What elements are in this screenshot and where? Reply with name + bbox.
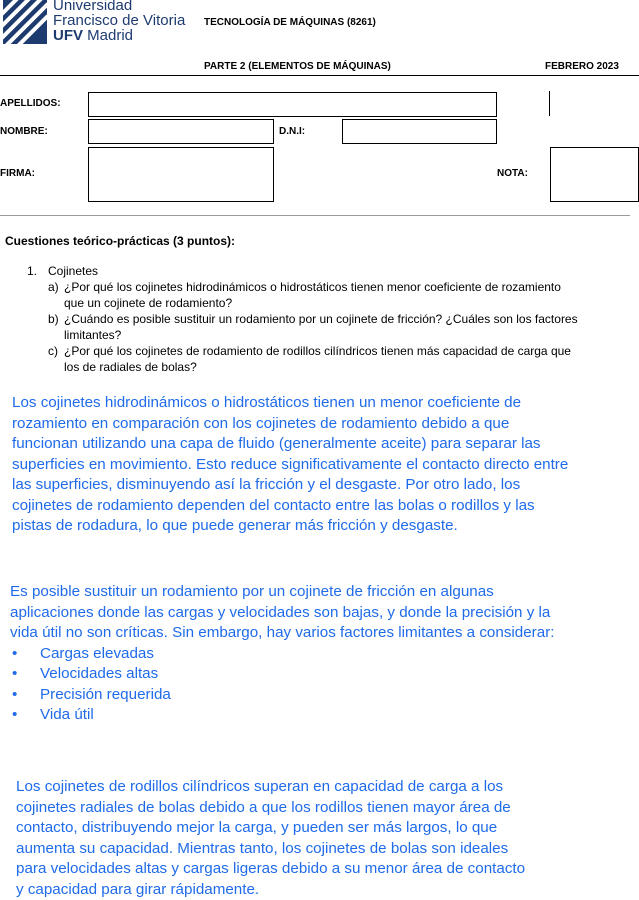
question-a-line2: que un cojinete de rodamiento? (48, 296, 639, 312)
apellidos-label: APELLIDOS: (0, 98, 61, 109)
item-title: Cojinetes (48, 264, 98, 280)
bullet-icon: • (10, 685, 40, 706)
answer-c-line: Los cojinetes de rodillos cilíndricos superan en capacidad de carga a los (16, 777, 525, 798)
bullet-text: Velocidades altas (40, 664, 158, 685)
question-b-line2: limitantes? (48, 328, 639, 344)
question-a (48, 280, 639, 311)
nombre-label: NOMBRE: (0, 126, 48, 137)
answer-c (16, 777, 525, 900)
question-c-letter: c) (48, 344, 64, 360)
university-name (53, 0, 185, 43)
bullet-text: Vida útil (40, 705, 94, 726)
question-b (48, 312, 639, 343)
exam-part: PARTE 2 (ELEMENTOS DE MÁQUINAS) (204, 61, 391, 72)
answer-c-line: cojinetes radiales de bolas debido a que los rodillos tienen mayor área de (16, 798, 525, 819)
university-name-line2: Francisco de Vitoria (53, 13, 185, 28)
dni-field[interactable] (342, 119, 497, 144)
section-title: Cuestiones teórico-prácticas (3 puntos): (5, 234, 235, 248)
answer-c-line: aumenta su capacidad. Mientras tanto, los cojinetes de bolas son ideales (16, 839, 525, 860)
question-a-line1: ¿Por qué los cojinetes hidrodinámicos o hidrostáticos tienen menor coeficiente de rozamiento (64, 280, 561, 296)
firma-field[interactable] (88, 147, 274, 202)
answer-a (12, 393, 568, 537)
answer-b-line: Es posible sustituir un rodamiento por un cojinete de fricción en algunas (10, 582, 554, 603)
nota-field[interactable] (550, 147, 639, 202)
answer-c-line: contacto, distribuyendo mejor la carga, y pueden ser más largos, lo que (16, 818, 525, 839)
bullet-icon: • (10, 664, 40, 685)
bullet-item (10, 664, 554, 685)
bullet-item (10, 644, 554, 665)
answer-a-line: las superficies, disminuyendo así la fricción y el desgaste. Por otro lado, los (12, 475, 568, 496)
question-c-line1: ¿Por qué los cojinetes de rodamiento de rodillos cilíndricos tienen más capacidad de carga que (64, 344, 571, 360)
answer-a-line: superficies en movimiento. Esto reduce significativamente el contacto directo entre (12, 455, 568, 476)
ufv-acronym: UFV (53, 27, 83, 44)
exam-date: FEBRERO 2023 (545, 61, 619, 72)
answer-a-line: cojinetes de rodamiento dependen del contacto entre las bolas o rodillos y las (12, 496, 568, 517)
answer-c-line: para velocidades altas y cargas ligeras debido a su menor área de contacto (16, 859, 525, 880)
question-b-line1: ¿Cuándo es posible sustituir un rodamiento por un cojinete de fricción? ¿Cuáles son los factores (64, 312, 578, 328)
bullet-item (10, 705, 554, 726)
answer-b-line: aplicaciones donde las cargas y velocidades son bajas, y donde la precisión y la (10, 603, 554, 624)
answer-b-line: vida útil no son críticas. Sin embargo, hay varios factores limitantes a considerar: (10, 623, 554, 644)
question-a-letter: a) (48, 280, 64, 296)
nombre-field[interactable] (88, 119, 274, 144)
apellidos-field[interactable] (88, 92, 497, 117)
university-name-line3 (53, 28, 185, 43)
question-c-line2: los de radiales de bolas? (48, 360, 639, 376)
dni-label: D.N.I: (279, 126, 305, 137)
question-b-letter: b) (48, 312, 64, 328)
course-title: TECNOLOGÍA DE MÁQUINAS (8261) (204, 17, 376, 28)
answer-b (10, 582, 554, 726)
bullet-icon: • (10, 705, 40, 726)
answer-a-line: rozamiento en comparación con los cojinetes de rodamiento debido a que (12, 414, 568, 435)
bullet-text: Precisión requerida (40, 685, 171, 706)
firma-label: FIRMA: (0, 168, 35, 179)
form-divider (0, 215, 630, 216)
bullet-item (10, 685, 554, 706)
question-c (48, 344, 639, 375)
bullet-text: Cargas elevadas (40, 644, 154, 665)
answer-a-line: pistas de rodadura, lo que puede generar más fricción y desgaste. (12, 516, 568, 537)
header-divider (0, 75, 639, 76)
item-number: 1. (27, 264, 37, 280)
university-name-line1: Universidad (53, 0, 185, 13)
city-name: Madrid (87, 27, 133, 44)
university-logo-icon (3, 0, 47, 44)
answer-c-line: y capacidad para girar rápidamente. (16, 880, 525, 900)
nota-label: NOTA: (497, 168, 528, 179)
bullet-icon: • (10, 644, 40, 665)
answer-a-line: funcionan utilizando una capa de fluido (generalmente aceite) para separar las (12, 434, 568, 455)
text-cursor (549, 91, 550, 116)
answer-a-line: Los cojinetes hidrodinámicos o hidrostáticos tienen un menor coeficiente de (12, 393, 568, 414)
